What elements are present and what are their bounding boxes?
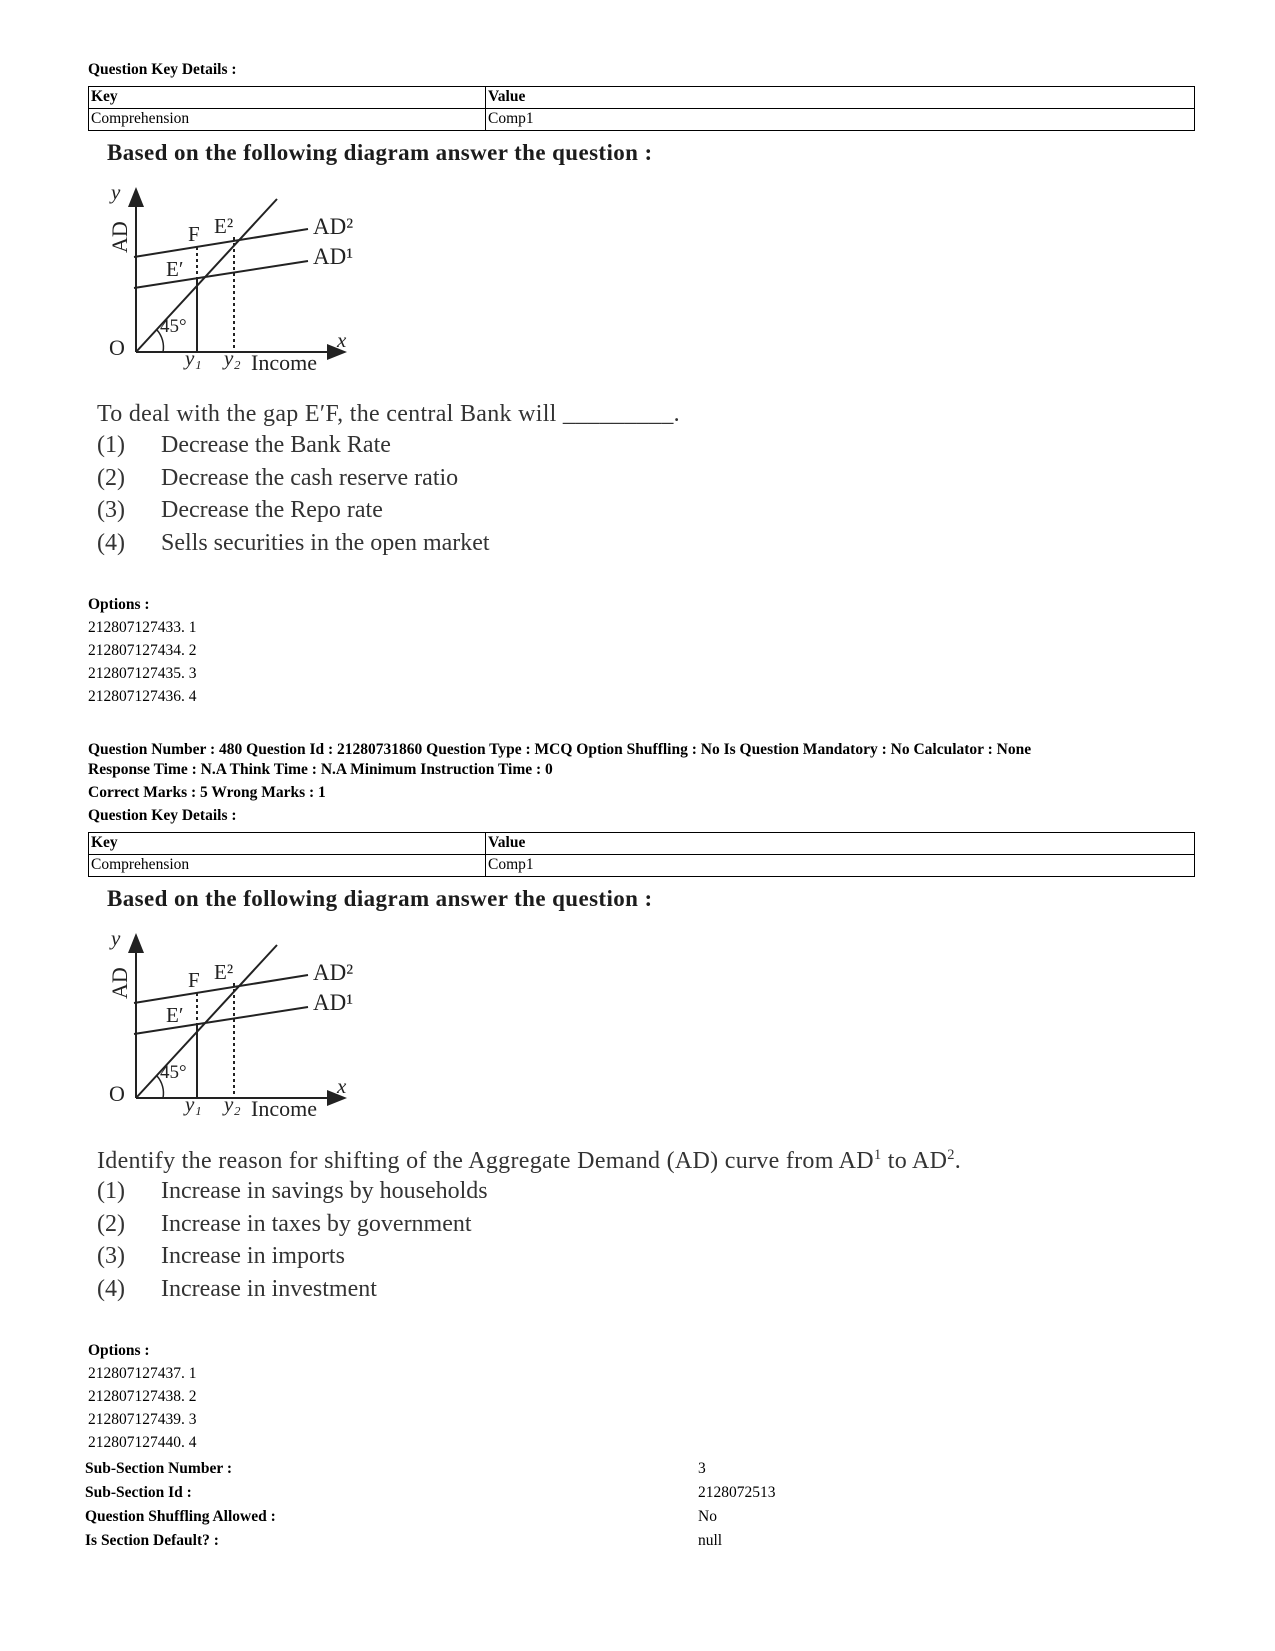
y2-label: y₂ [224, 346, 241, 370]
ad-axis-label: AD [107, 967, 132, 999]
question-shuffling-value: No [698, 1508, 717, 1525]
q1-option-1: 212807127433. 1 [88, 619, 197, 636]
q2-choice-3: (3) Increase in imports [97, 1243, 345, 1269]
q2-marks: Correct Marks : 5 Wrong Marks : 1 [88, 784, 326, 801]
key-cell: Comprehension [89, 109, 486, 131]
ad-axis-label: AD [107, 221, 132, 253]
table-row [89, 109, 1195, 131]
q1-ad-diagram [105, 185, 385, 395]
ad1-curve [134, 1007, 308, 1034]
q1-choice-3: (3) Decrease the Repo rate [97, 497, 383, 523]
value-cell: Comp1 [486, 109, 1195, 131]
q1-option-3: 212807127435. 3 [88, 665, 197, 682]
y-axis-label: y [111, 931, 121, 950]
income-label: Income [251, 1096, 317, 1121]
q2-diagram-heading: Based on the following diagram answer the question : [107, 886, 653, 911]
subsection-id-label: Sub-Section Id : [85, 1484, 192, 1501]
table-row [89, 855, 1195, 877]
origin-label: O [109, 1081, 125, 1106]
y1-label: y₁ [185, 1092, 202, 1116]
q2-question-text: Identify the reason for shifting of the Aggregate Demand (AD) curve from $AD^1$ to $AD^2$. [97, 1147, 962, 1174]
key-cell: Comprehension [89, 855, 486, 877]
q1-diagram-heading: Based on the following diagram answer the question : [107, 140, 653, 165]
point-f-label: F [188, 222, 200, 246]
y-axis-label: y [111, 185, 121, 204]
value-header: Value [486, 87, 1195, 109]
point-e-label: E′ [166, 257, 184, 281]
q1-choice-2: (2) Decrease the cash reserve ratio [97, 465, 459, 491]
q1-option-2: 212807127434. 2 [88, 642, 197, 659]
q2-choice-1: (1) Increase in savings by households [97, 1178, 488, 1204]
subsection-id-value: 2128072513 [698, 1484, 776, 1501]
q2-meta-line-1: Question Number : 480 Question Id : 21280731860 Question Type : MCQ Option Shuffling : No Is Question Mandatory : No Calculator : None [88, 741, 1032, 758]
45-degree-line [136, 199, 277, 352]
q2-option-3: 212807127439. 3 [88, 1411, 197, 1428]
y2-label: y₂ [224, 1092, 241, 1116]
point-f-label: F [188, 968, 200, 992]
x-axis-label: x [337, 1074, 347, 1098]
subsection-number-label: Sub-Section Number : [85, 1460, 232, 1477]
angle-label: 45° [160, 1062, 187, 1083]
q2-meta-line-2: Response Time : N.A Think Time : N.A Minimum Instruction Time : 0 [88, 761, 553, 778]
question-shuffling-label: Question Shuffling Allowed : [85, 1508, 276, 1525]
subsection-number-value: 3 [698, 1460, 706, 1477]
45-degree-line [136, 945, 277, 1098]
q1-question-text: To deal with the gap E′F, the central Bank will _________. [97, 401, 680, 427]
q2-option-4: 212807127440. 4 [88, 1434, 197, 1451]
origin-label: O [109, 335, 125, 360]
q2-option-2: 212807127438. 2 [88, 1388, 197, 1405]
key-header: Key [89, 87, 486, 109]
q2-option-1: 212807127437. 1 [88, 1365, 197, 1382]
q2-choice-4: (4) Increase in investment [97, 1276, 377, 1302]
table-header-row [89, 87, 1195, 109]
table-header-row [89, 833, 1195, 855]
q1-option-4: 212807127436. 4 [88, 688, 197, 705]
ad2-label: AD² [313, 214, 354, 239]
q2-ad-diagram [105, 931, 385, 1141]
value-cell: Comp1 [486, 855, 1195, 877]
key-header: Key [89, 833, 486, 855]
point-e-label: E′ [166, 1003, 184, 1027]
ad2-label: AD² [313, 960, 354, 985]
q2-choice-2: (2) Increase in taxes by government [97, 1211, 472, 1237]
q1-options-label: Options : [88, 596, 150, 613]
q1-key-details-label: Question Key Details : [88, 61, 237, 78]
ad1-label: AD¹ [313, 244, 354, 269]
q2-key-details-label: Question Key Details : [88, 807, 237, 824]
ad1-curve [134, 261, 308, 288]
y1-label: y₁ [185, 346, 202, 370]
section-default-value: null [698, 1532, 723, 1549]
point-e2-label: E² [214, 214, 234, 238]
point-e2-label: E² [214, 960, 234, 984]
q1-choice-1: (1) Decrease the Bank Rate [97, 432, 391, 458]
q2-key-table [88, 832, 1195, 877]
value-header: Value [486, 833, 1195, 855]
section-default-label: Is Section Default? : [85, 1532, 219, 1549]
ad1-label: AD¹ [313, 990, 354, 1015]
q1-key-table [88, 86, 1195, 131]
income-label: Income [251, 350, 317, 375]
q1-choice-4: (4) Sells securities in the open market [97, 530, 490, 556]
x-axis-label: x [337, 328, 347, 352]
q2-options-label: Options : [88, 1342, 150, 1359]
angle-label: 45° [160, 316, 187, 337]
